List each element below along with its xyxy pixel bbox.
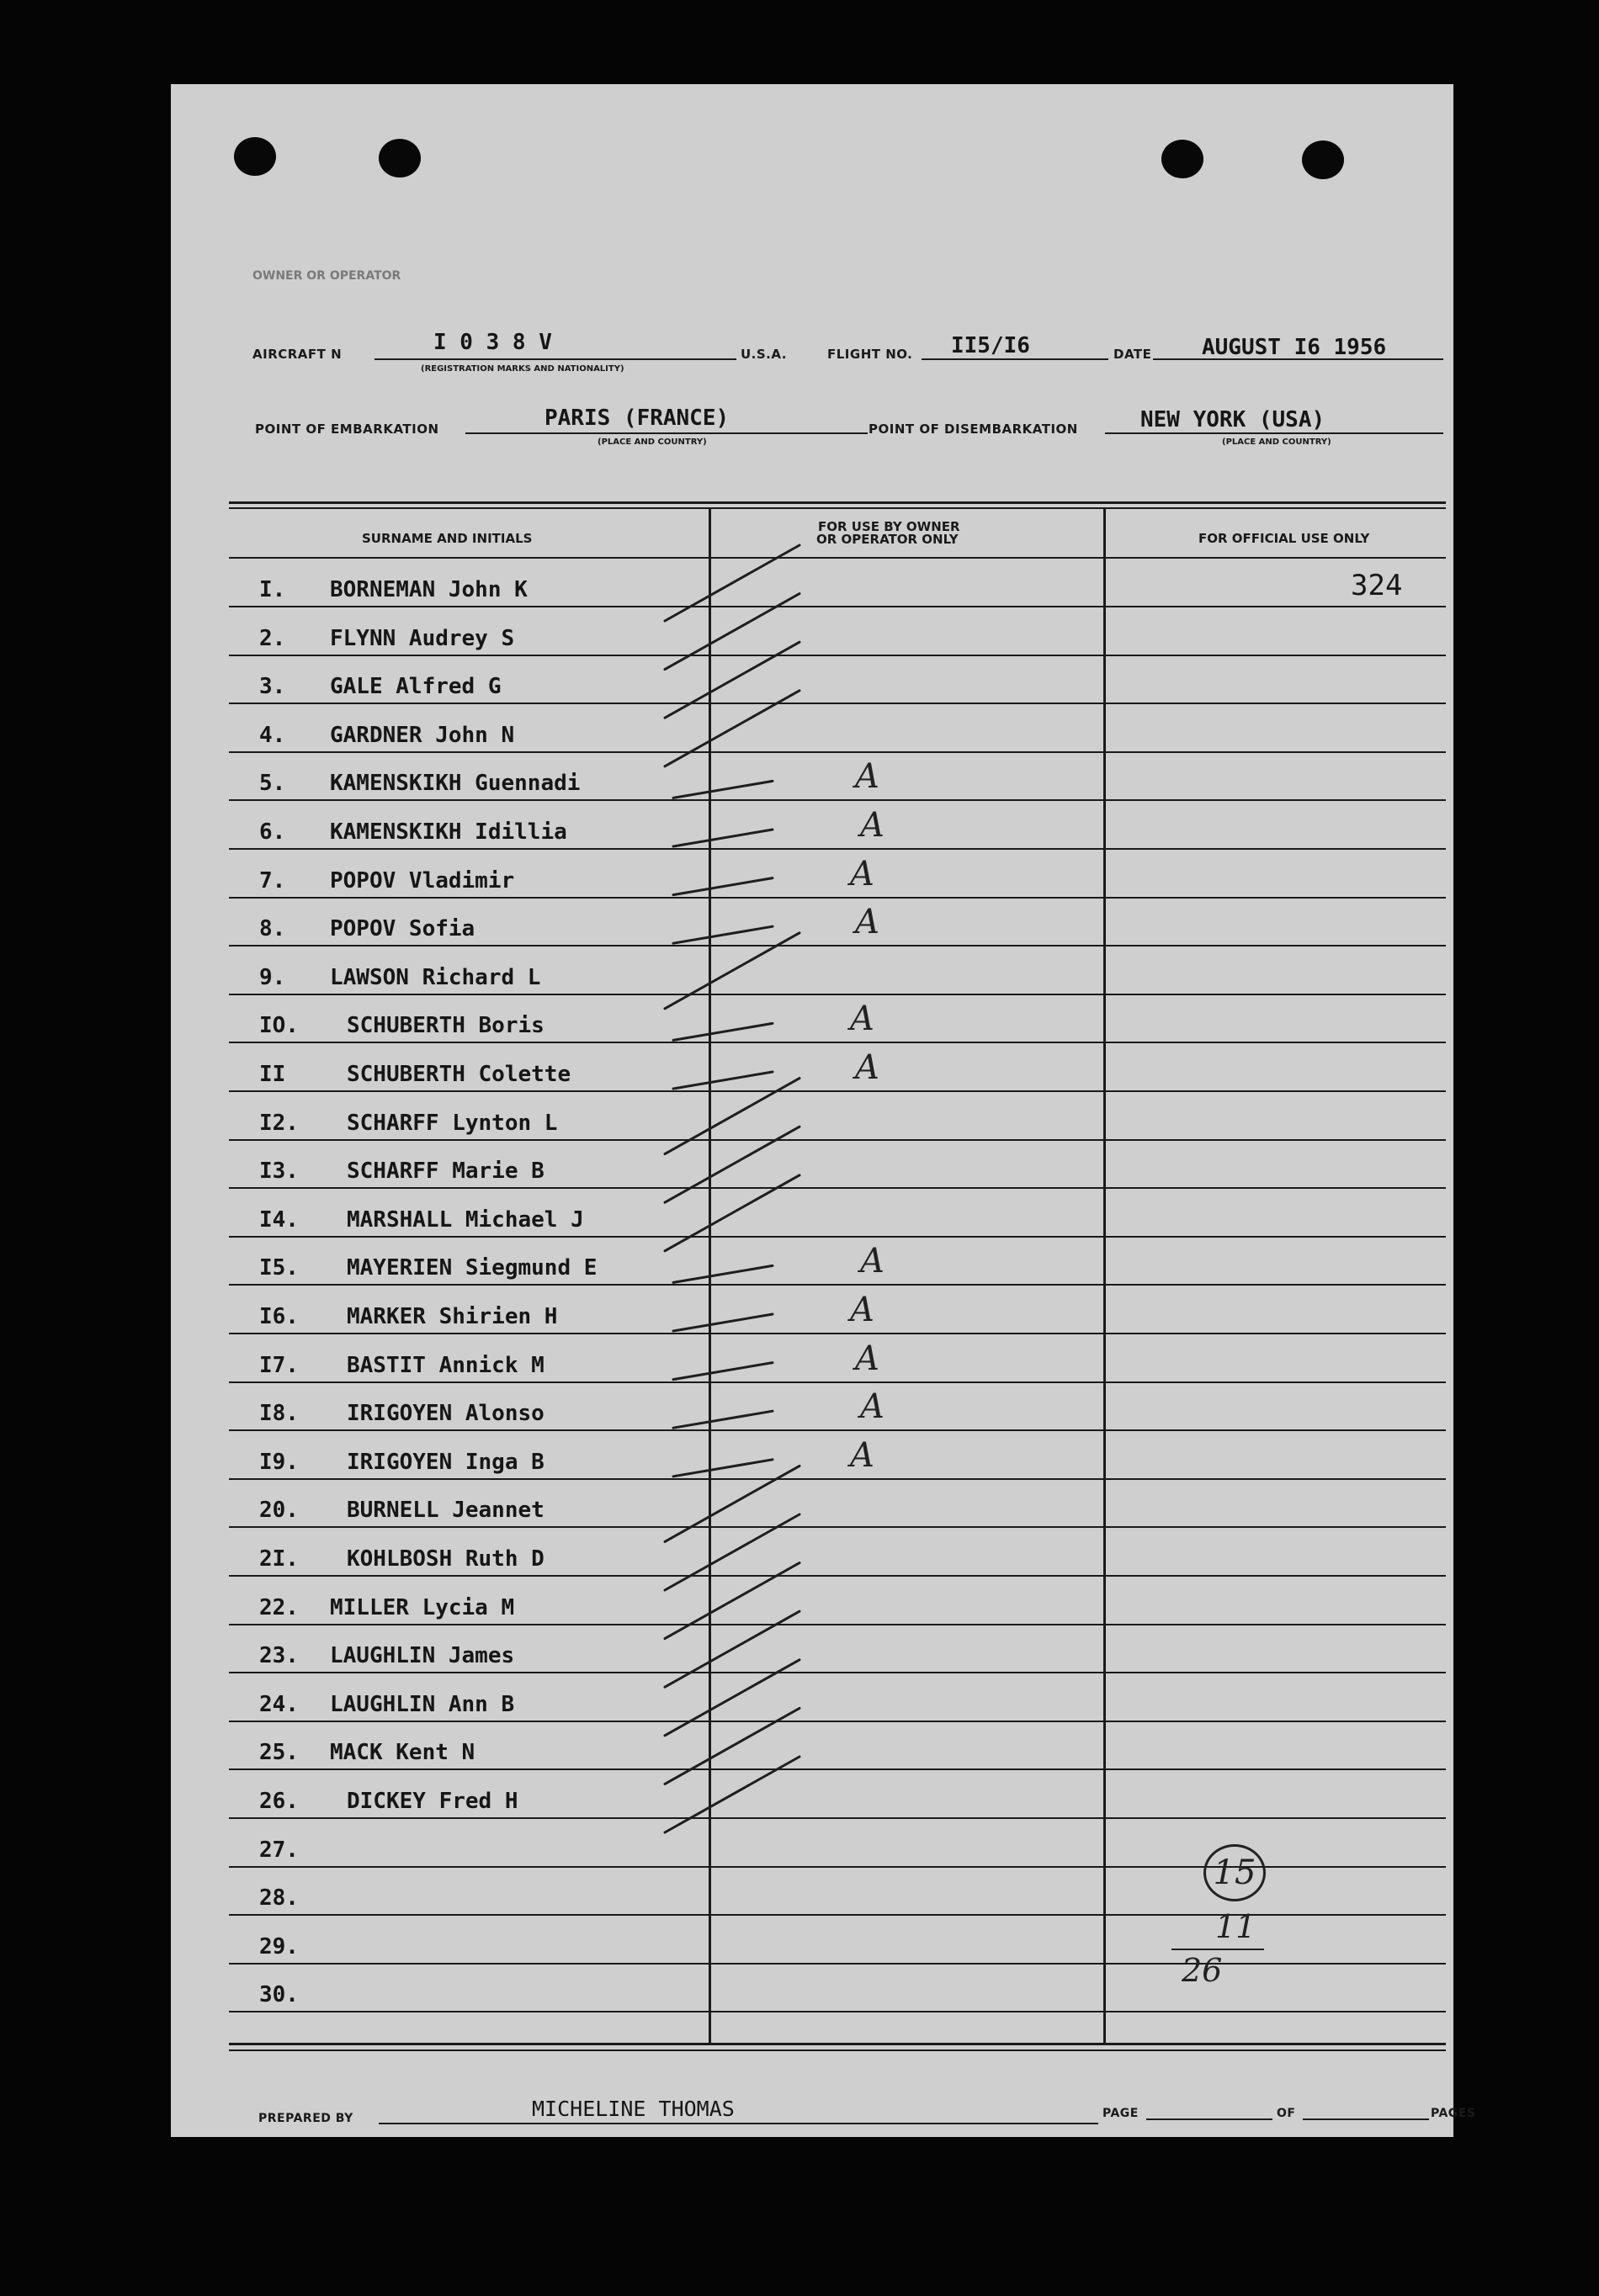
row-rule [229, 1963, 1446, 1965]
passenger-name: LAUGHLIN Ann B [330, 1692, 515, 1717]
owner-mark: A [850, 855, 874, 893]
row-rule [229, 1236, 1446, 1238]
table-top-rule-2 [229, 507, 1446, 509]
aircraft-label: AIRCRAFT N [252, 347, 343, 362]
row-rule [229, 1817, 1446, 1819]
row-number: 27. [259, 1837, 299, 1863]
of-label: OF [1277, 2107, 1296, 2120]
punch-hole [1302, 141, 1344, 179]
row-rule [229, 1429, 1446, 1431]
row-number: I9. [259, 1450, 299, 1475]
row-number: 25. [259, 1740, 299, 1765]
row-number: 22. [259, 1595, 299, 1620]
row-number: I7. [259, 1353, 299, 1378]
passenger-name: KAMENSKIKH Guennadi [330, 771, 581, 796]
surname-column-header: SURNAME AND INITIALS [362, 531, 533, 546]
passenger-name: GARDNER John N [330, 723, 515, 748]
table-top-rule [229, 501, 1446, 504]
row-rule [229, 2011, 1446, 2012]
passenger-name: MARKER Shirien H [347, 1304, 558, 1329]
row-number: 2. [259, 626, 286, 651]
row-number: 26. [259, 1789, 299, 1814]
row-number: 29. [259, 1934, 299, 1959]
passenger-name: SCHARFF Marie B [347, 1159, 545, 1184]
table-bottom-rule [229, 2043, 1446, 2045]
embark-underline [465, 432, 868, 434]
punch-hole [1161, 140, 1203, 178]
row-rule [229, 848, 1446, 850]
passenger-name: FLYNN Audrey S [330, 626, 515, 651]
column-divider-2 [1103, 508, 1106, 2044]
row-rule [229, 945, 1446, 947]
owner-mark: A [855, 757, 879, 796]
row-rule [229, 1624, 1446, 1625]
row-rule [229, 1478, 1446, 1480]
row-number: 5. [259, 771, 286, 796]
passenger-name: IRIGOYEN Inga B [347, 1450, 545, 1475]
row-number: I6. [259, 1304, 299, 1329]
owner-mark: A [850, 1436, 874, 1475]
row-number: I5. [259, 1255, 299, 1281]
row-rule [229, 1721, 1446, 1722]
passenger-name: POPOV Sofia [330, 916, 475, 941]
passenger-name: BURNELL Jeannet [347, 1498, 545, 1523]
owner-mark: A [855, 1048, 879, 1087]
date-value: AUGUST I6 1956 [1202, 335, 1387, 360]
disembark-label: POINT OF DISEMBARKATION [869, 422, 1078, 437]
embark-value: PARIS (FRANCE) [545, 406, 730, 431]
row-number: I. [259, 577, 286, 602]
row-number: I8. [259, 1401, 299, 1426]
row-rule [229, 606, 1446, 607]
table-bottom-rule-2 [229, 2049, 1446, 2051]
row-number: 9. [259, 965, 286, 990]
row-rule [229, 703, 1446, 704]
row-number: 28. [259, 1885, 299, 1911]
owner-mark: A [850, 1000, 874, 1038]
row-rule [229, 897, 1446, 899]
owner-mark: A [850, 1291, 874, 1329]
row-number: I3. [259, 1159, 299, 1184]
row-rule [229, 1672, 1446, 1673]
header-bottom-rule [229, 557, 1446, 559]
row-rule [229, 1526, 1446, 1528]
page-label: PAGE [1102, 2107, 1139, 2120]
row-number: 24. [259, 1692, 299, 1717]
passenger-name: KAMENSKIKH Idillia [330, 819, 567, 845]
row-number: 8. [259, 916, 286, 941]
passenger-name: BORNEMAN John K [330, 577, 528, 602]
passenger-name: POPOV Vladimir [330, 868, 515, 893]
owner-column-header-1: FOR USE BY OWNER [818, 519, 960, 534]
tally-middle: 11 [1215, 1908, 1256, 1945]
flight-label: FLIGHT NO. [827, 347, 913, 362]
row-number: 4. [259, 723, 286, 748]
aircraft-underline [375, 358, 736, 360]
passenger-name: LAWSON Richard L [330, 965, 541, 990]
owner-mark: A [860, 1387, 884, 1426]
passenger-name: MARSHALL Michael J [347, 1207, 584, 1233]
disembark-sub: (PLACE AND COUNTRY) [1222, 437, 1331, 447]
row-number: II [259, 1062, 286, 1087]
row-number: I2. [259, 1111, 299, 1136]
row-rule [229, 751, 1446, 753]
passenger-name: IRIGOYEN Alonso [347, 1401, 545, 1426]
row-number: 30. [259, 1982, 299, 2007]
row-number: 23. [259, 1643, 299, 1668]
usa-label: U.S.A. [741, 347, 787, 362]
owner-mark: A [860, 1242, 884, 1281]
row-number: 7. [259, 868, 286, 893]
passenger-name: GALE Alfred G [330, 674, 502, 699]
row-rule [229, 994, 1446, 995]
row-rule [229, 1284, 1446, 1286]
flight-underline [922, 358, 1108, 360]
aircraft-value: I 0 3 8 V [433, 330, 552, 355]
passenger-name: BASTIT Annick M [347, 1353, 545, 1378]
punch-hole [234, 137, 276, 176]
prepared-underline [379, 2123, 1098, 2124]
passenger-name: SCHUBERTH Boris [347, 1013, 545, 1038]
disembark-value: NEW YORK (USA) [1140, 407, 1325, 432]
passenger-name: MACK Kent N [330, 1740, 475, 1765]
row-rule [229, 1575, 1446, 1577]
row-number: 6. [259, 819, 286, 845]
owner-mark: A [860, 806, 884, 845]
owner-label: OWNER OR OPERATOR [252, 269, 401, 283]
row-rule [229, 1139, 1446, 1141]
flight-value: II5/I6 [951, 333, 1030, 358]
row-number: I4. [259, 1207, 299, 1233]
punch-hole [379, 139, 421, 178]
row-rule [229, 1333, 1446, 1334]
column-divider-1 [709, 508, 711, 2044]
page-underline [1146, 2118, 1272, 2120]
embark-sub: (PLACE AND COUNTRY) [598, 437, 707, 447]
tally-total: 26 [1182, 1952, 1223, 1989]
row-rule [229, 1768, 1446, 1770]
row-number: 3. [259, 674, 286, 699]
row-rule [229, 1381, 1446, 1383]
passenger-name: MILLER Lycia M [330, 1595, 515, 1620]
row-rule [229, 1090, 1446, 1092]
tally-circled: 15 [1203, 1844, 1266, 1901]
passenger-name: KOHLBOSH Ruth D [347, 1546, 545, 1572]
tally-rule [1171, 1949, 1264, 1950]
row-rule [229, 1914, 1446, 1916]
passenger-name: SCHARFF Lynton L [347, 1111, 558, 1136]
row-rule [229, 1187, 1446, 1189]
embark-label: POINT OF EMBARKATION [255, 422, 439, 437]
prepared-value: MICHELINE THOMAS [532, 2097, 735, 2121]
passenger-name: LAUGHLIN James [330, 1643, 515, 1668]
prepared-label: PREPARED BY [258, 2112, 353, 2125]
row-number: 2I. [259, 1546, 299, 1572]
owner-mark: A [855, 1339, 879, 1378]
aircraft-sub: (REGISTRATION MARKS AND NATIONALITY) [421, 364, 624, 374]
owner-column-header-2: OR OPERATOR ONLY [816, 532, 959, 547]
date-label: DATE [1113, 347, 1152, 362]
passenger-name: MAYERIEN Siegmund E [347, 1255, 598, 1281]
of-underline [1303, 2118, 1429, 2120]
official-number: 324 [1351, 569, 1403, 602]
row-number: 20. [259, 1498, 299, 1523]
passenger-name: SCHUBERTH Colette [347, 1062, 571, 1087]
official-column-header: FOR OFFICIAL USE ONLY [1198, 531, 1370, 546]
pages-label: PAGES [1431, 2107, 1476, 2120]
passenger-name: DICKEY Fred H [347, 1789, 518, 1814]
row-number: IO. [259, 1013, 299, 1038]
owner-mark: A [855, 903, 879, 941]
row-rule [229, 655, 1446, 656]
row-rule [229, 1042, 1446, 1043]
disembark-underline [1105, 432, 1443, 434]
row-rule [229, 799, 1446, 801]
